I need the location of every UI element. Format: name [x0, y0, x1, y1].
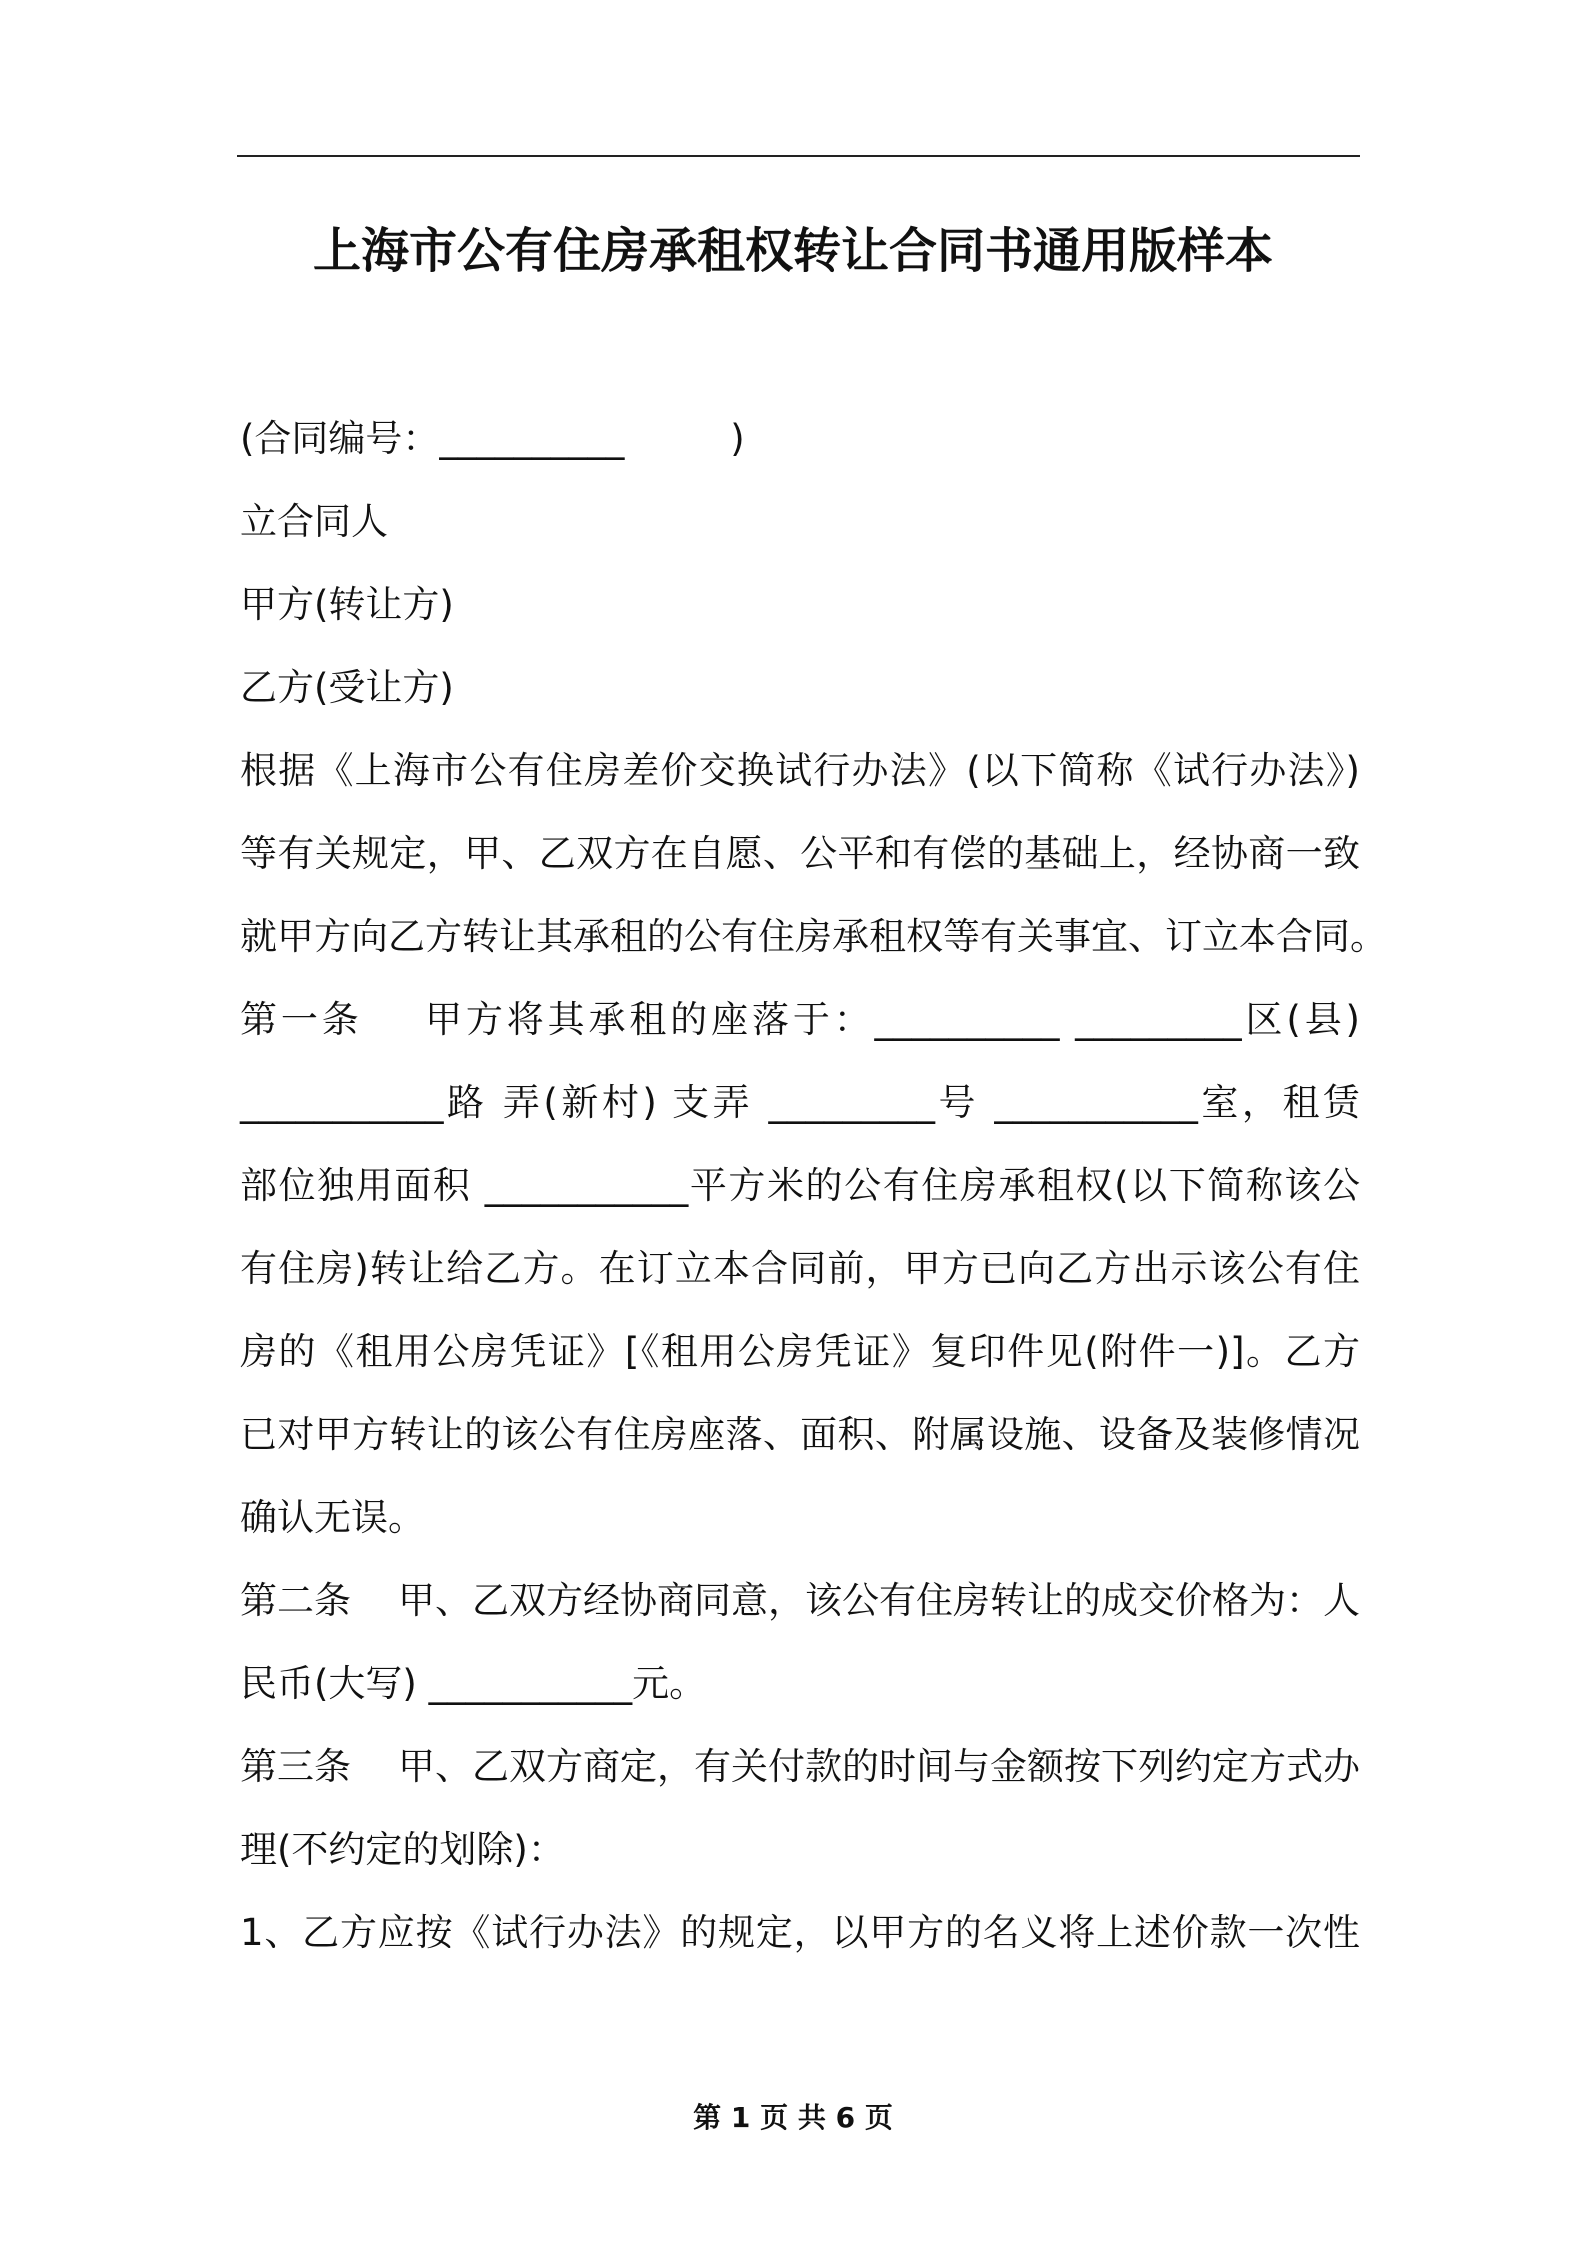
page-number: 第 1 页 共 6 页: [693, 2101, 893, 2134]
contract-number-line: (合同编号：__________ ): [240, 417, 745, 460]
article-3-line-2: 理(不约定的划除)：: [240, 1828, 565, 1871]
article-1-line-3: 部位独用面积 ___________平方米的公有住房承租权(以下简称该公: [240, 1164, 1360, 1207]
article-1-line-1: 第一条 甲方将其承租的座落于：__________ _________区(县): [240, 998, 1360, 1041]
article-1-line-5: 房的《租用公房凭证》[《租用公房凭证》复印件见(附件一)]。乙方: [240, 1330, 1360, 1373]
clause-1-line-1: 1、乙方应按《试行办法》的规定，以甲方的名义将上述价款一次性: [240, 1911, 1360, 1954]
party-b-line: 乙方(受让方): [240, 666, 454, 709]
article-1-line-7: 确认无误。: [240, 1496, 425, 1539]
article-3-line-1: 第三条 甲、乙双方商定，有关付款的时间与金额按下列约定方式办: [240, 1745, 1361, 1788]
article-2-line-1: 第二条 甲、乙双方经协商同意，该公有住房转让的成交价格为：人: [240, 1579, 1361, 1622]
preamble-line-1: 根据《上海市公有住房差价交换试行办法》(以下简称《试行办法》): [240, 749, 1360, 792]
article-1-line-6: 已对甲方转让的该公有住房座落、面积、附属设施、设备及装修情况: [240, 1413, 1360, 1456]
document-title: 上海市公有住房承租权转让合同书通用版样本: [312, 223, 1273, 279]
parties-heading: 立合同人: [240, 500, 388, 543]
preamble-line-2: 等有关规定，甲、乙双方在自愿、公平和有偿的基础上，经协商一致: [240, 832, 1360, 875]
article-1-line-2: ___________路 弄(新村) 支弄 _________号 ___________室，租赁: [240, 1081, 1360, 1124]
header-rule: [237, 155, 1360, 157]
party-a-line: 甲方(转让方): [240, 583, 454, 626]
article-1-line-4: 有住房)转让给乙方。在订立本合同前，甲方已向乙方出示该公有住: [240, 1247, 1360, 1290]
preamble-line-3: 就甲方向乙方转让其承租的公有住房承租权等有关事宜、订立本合同。: [240, 915, 1387, 958]
document-body: [240, 408, 1387, 1985]
article-2-line-2: 民币(大写) ___________元。: [240, 1662, 707, 1705]
